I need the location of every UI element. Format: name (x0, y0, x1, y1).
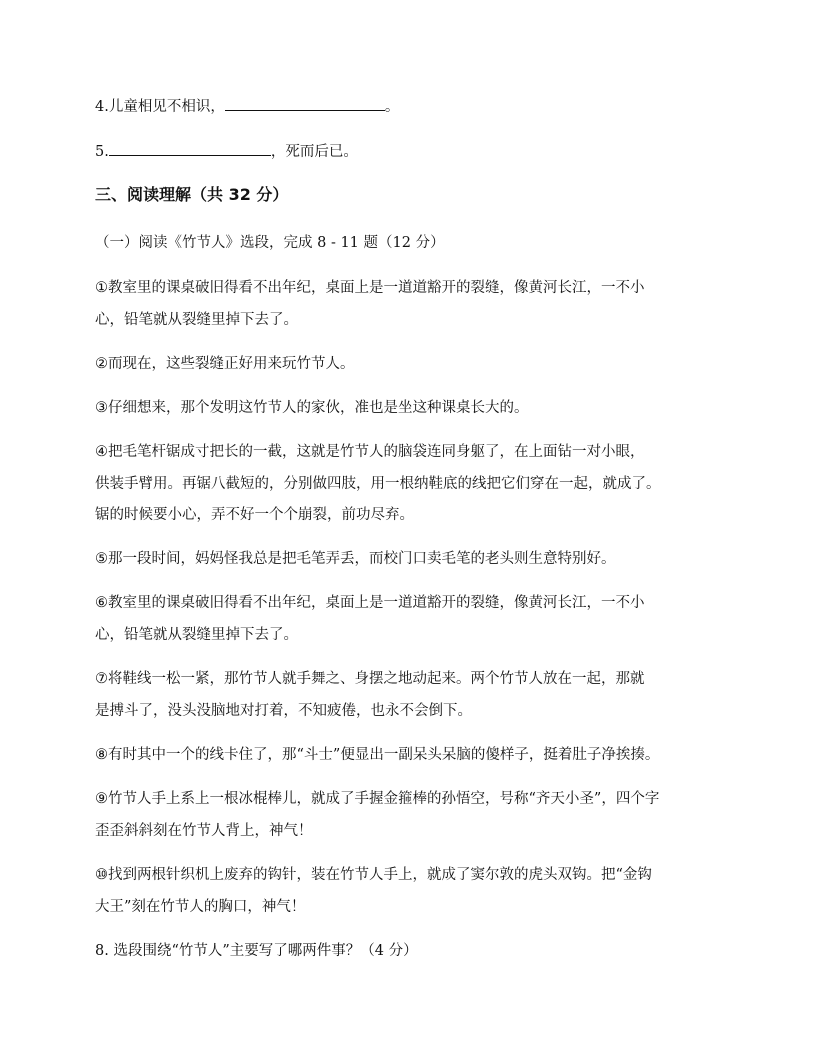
item-4-suffix: 。 (384, 99, 400, 115)
paragraph-marker: ⑨ (95, 791, 108, 807)
item-5-suffix: ，死而后已。 (270, 144, 358, 160)
paragraph-6-line-1 (95, 593, 645, 613)
paragraph-text: 而现在，这些裂缝正好用来玩竹节人。 (108, 356, 355, 372)
paragraph-marker: ⑧ (95, 747, 108, 763)
paragraph-marker: ⑦ (95, 671, 108, 687)
paragraph-marker: ① (95, 280, 108, 296)
paragraph-7-line-2: 是搏斗了，没头没脑地对打着，不知疲倦，也永不会倒下。 (95, 703, 472, 719)
paragraph-4-line-2: 供装手臂用。再锯八截短的，分别做四肢，用一根纳鞋底的线把它们穿在一起，就成了。 (95, 476, 661, 492)
item-4-prefix: 4.儿童相见不相识， (95, 99, 225, 115)
section-heading: 三、阅读理解（共 32 分） (95, 185, 289, 204)
paragraph-5-line-1 (95, 549, 616, 569)
fill-in-item-4 (95, 96, 399, 117)
paragraph-text: 竹节人手上系上一根冰棍棒儿，就成了手握金箍棒的孙悟空，号称“齐天小圣”，四个字 (108, 791, 660, 807)
paragraph-7-line-1 (95, 669, 645, 689)
paragraph-6-line-2: 心，铅笔就从裂缝里掉下去了。 (95, 627, 298, 643)
paragraph-text: 找到两根针织机上废弃的钩针，装在竹节人手上，就成了窦尔敦的虎头双钩。把“金钩 (108, 867, 652, 883)
paragraph-10-line-2: 大王”刻在竹节人的胸口，神气！ (95, 899, 306, 915)
paragraph-marker: ② (95, 356, 108, 372)
paragraph-text: 教室里的课桌破旧得看不出年纪，桌面上是一道道豁开的裂缝，像黄河长江，一不小 (108, 595, 645, 611)
paragraph-4-line-1 (95, 442, 645, 462)
paragraph-marker: ⑥ (95, 595, 108, 611)
item-5-prefix: 5. (95, 144, 109, 160)
question-8: 8. 选段围绕“竹节人”主要写了哪两件事？（4 分） (95, 943, 418, 959)
paragraph-text: 那一段时间，妈妈怪我总是把毛笔弄丢，而校门口卖毛笔的老头则生意特别好。 (108, 551, 616, 567)
paragraph-marker: ⑤ (95, 551, 108, 567)
paragraph-text: 仔细想来，那个发明这竹节人的家伙，准也是坐这种课桌长大的。 (108, 400, 529, 416)
answer-blank-5[interactable] (109, 141, 271, 156)
paragraph-marker: ⑩ (95, 867, 108, 883)
paragraph-marker: ③ (95, 400, 108, 416)
paragraph-1-line-1 (95, 278, 645, 298)
paragraph-8-line-1 (95, 745, 659, 765)
paragraph-1-line-2: 心，铅笔就从裂缝里掉下去了。 (95, 312, 298, 328)
paragraph-9-line-1 (95, 789, 659, 809)
paragraph-10-line-1 (95, 865, 652, 885)
paragraph-text: 把毛笔杆锯成寸把长的一截，这就是竹节人的脑袋连同身躯了，在上面钻一对小眼， (108, 444, 645, 460)
fill-in-item-5 (95, 141, 358, 162)
paragraph-text: 有时其中一个的线卡住了，那“斗士”便显出一副呆头呆脑的傻样子，挺着肚子净挨揍。 (108, 747, 660, 763)
paragraph-text: 教室里的课桌破旧得看不出年纪，桌面上是一道道豁开的裂缝，像黄河长江，一不小 (108, 280, 645, 296)
paragraph-4-line-3: 锯的时候要小心，弄不好一个个崩裂，前功尽弃。 (95, 507, 414, 523)
paragraph-2-line-1 (95, 354, 355, 374)
paragraph-9-line-2: 歪歪斜斜刻在竹节人背上，神气！ (95, 823, 313, 839)
passage-instructions: （一）阅读《竹节人》选段，完成 8 - 11 题（12 分） (95, 235, 445, 251)
paragraph-marker: ④ (95, 444, 108, 460)
paragraph-3-line-1 (95, 398, 529, 418)
paragraph-text: 将鞋线一松一紧，那竹节人就手舞之、身摆之地动起来。两个竹节人放在一起，那就 (108, 671, 645, 687)
answer-blank-4[interactable] (225, 96, 385, 111)
